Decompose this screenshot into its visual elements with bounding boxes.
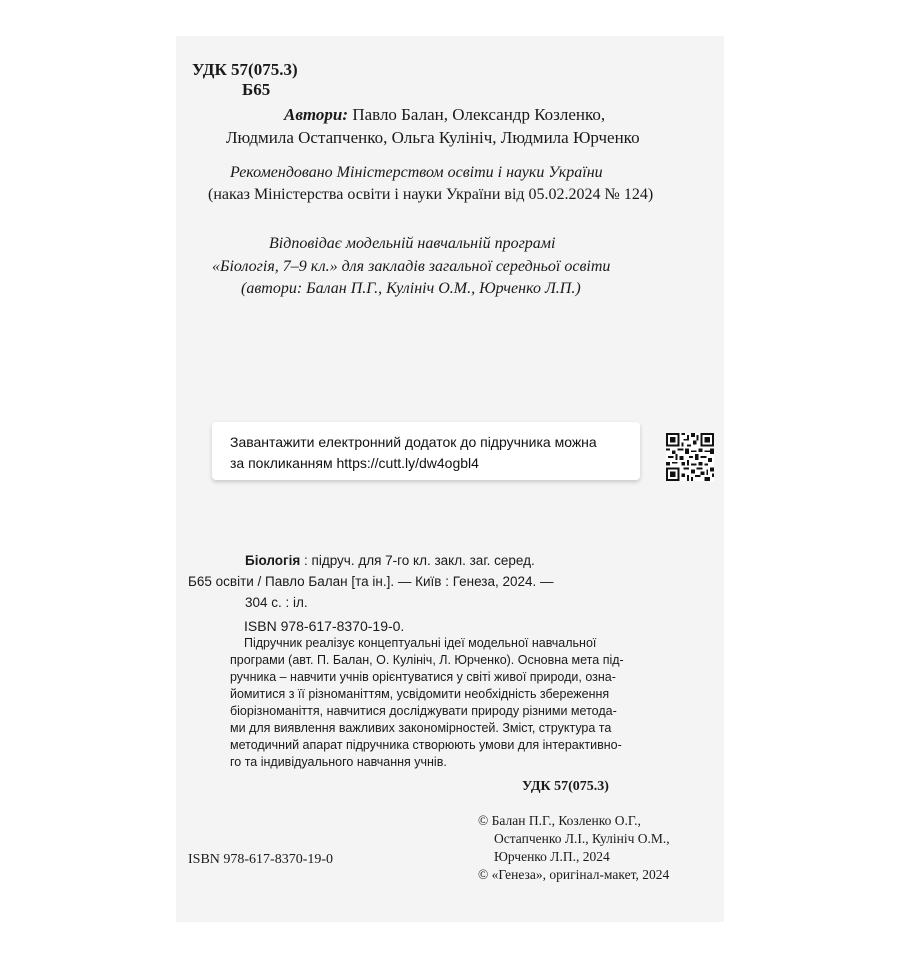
annotation-line: го та індивідуального навчання учнів. — [230, 755, 447, 769]
annotation-line: йомитися з її різноманіттям, усвідомити необхідність збереження — [230, 687, 610, 701]
catalog-isbn: ISBN 978-617-8370-19-0. — [244, 618, 405, 634]
authors-names-1: Павло Балан, Олександр Козленко, — [348, 105, 606, 124]
annotation-line: ручника – навчити учнів орієнтуватися у світі живої природи, озна- — [230, 670, 616, 684]
udk-code-bottom: УДК 57(075.3) — [522, 779, 609, 794]
download-line-1: Завантажити електронний додаток до підручника можна — [230, 434, 597, 450]
annotation-line: методичний апарат підручника створюють умови для інтерактивно- — [230, 738, 622, 752]
authors-line-1 — [284, 105, 605, 125]
copyright-line-3: Юрченко Л.П., 2024 — [494, 849, 610, 864]
catalog-line-3: 304 с. : іл. — [245, 595, 308, 610]
annotation-line: програми (авт. П. Балан, О. Кулініч, Л. Юрченко). Основна мета під- — [230, 653, 624, 667]
catalog-line-2 — [188, 574, 554, 589]
annotation-line: Підручник реалізує концептуальні ідеї модельної навчальної — [244, 636, 597, 650]
program-line-3: (автори: Балан П.Г., Кулініч О.М., Юрченко Л.П.) — [241, 280, 581, 297]
book-page — [176, 36, 724, 922]
download-link[interactable]: за покликанням https://cutt.ly/dw4ogbl4 — [230, 455, 479, 471]
catalog-code: Б65 — [188, 574, 212, 589]
catalog-line-2-text: освіти / Павло Балан [та ін.]. — Київ : Генеза, 2024. — — [211, 574, 554, 589]
program-line-1: Відповідає модельній навчальній програмі — [269, 235, 556, 252]
recommendation-line-1: Рекомендовано Міністерством освіти і науки України — [230, 164, 603, 181]
udk-code-top: УДК 57(075.3) — [192, 60, 298, 79]
annotation-line: біорізноманіття, навчитися досліджувати природу різними метода- — [230, 704, 617, 718]
isbn-bottom: ISBN 978-617-8370-19-0 — [188, 852, 334, 867]
annotation-line: ми для виявлення важливих закономірностей. Зміст, структура та — [230, 721, 612, 735]
copyright-line-4: © «Генеза», оригінал-макет, 2024 — [478, 867, 670, 882]
qr-code-icon[interactable] — [666, 433, 714, 481]
copyright-line-1: © Балан П.Г., Козленко О.Г., — [478, 813, 641, 828]
catalog-line-1-rest: : підруч. для 7-го кл. закл. заг. серед. — [300, 553, 535, 568]
download-notice-box — [212, 422, 640, 480]
catalog-code-top: Б65 — [242, 80, 271, 99]
catalog-title: Біологія — [245, 553, 301, 568]
copyright-line-2: Остапченко Л.І., Кулініч О.М., — [494, 831, 670, 846]
catalog-line-1 — [245, 553, 535, 568]
program-line-2: «Біологія, 7–9 кл.» для закладів загальної середньої освіти — [212, 258, 611, 275]
authors-label: Автори: — [284, 105, 349, 124]
authors-line-2: Людмила Остапченко, Ольга Кулініч, Людмила Юрченко — [226, 128, 640, 147]
recommendation-line-2: (наказ Міністерства освіти і науки України від 05.02.2024 № 124) — [208, 186, 654, 203]
